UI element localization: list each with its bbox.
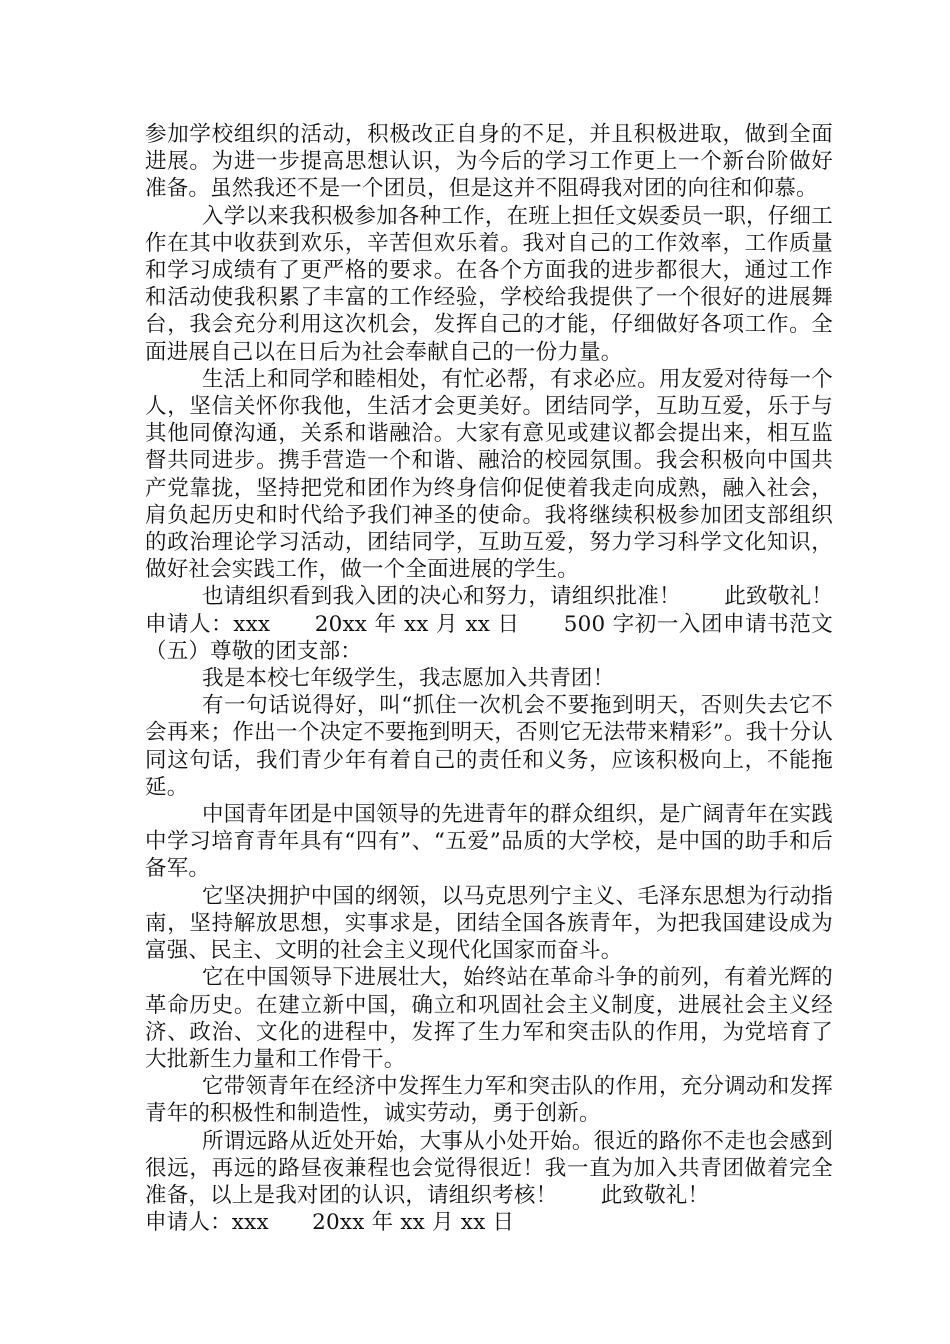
paragraph-10: 它带领青年在经济中发挥生力军和突击队的作用，充分调动和发挥青年的积极性和制造性，诚实劳动，勇于创新。 xyxy=(145,1074,833,1127)
paragraph-11: 所谓远路从近处开始，大事从小处开始。很近的路你不走也会感到很远，再远的路昼夜兼程也会觉得很近！我一直为加入共青团做着完全准备，以上是我对团的认识，请组织考核！ 此致敬礼！ xyxy=(145,1128,833,1208)
paragraph-3: 生活上和同学和睦相处，有忙必帮，有求必应。用友爱对待每一个人，坚信关怀你我他，生活才会更美好。团结同学，互助互爱，乐于与其他同僚沟通，关系和谐融洽。大家有意见或建议都会提出来，相互监督共同进步。携手营造一个和谐、融洽的校园氛围。我会积极向中国共产党靠拢，坚持把党和团作为终身信仰促使着我走向成熟，融入社会，肩负起历史和时代给予我们神圣的使命。我将继续积极参加团支部组织的政治理论学习活动，团结同学，互助互爱，努力学习科学文化知识，做好社会实践工作，做一个全面进展的学生。 xyxy=(145,366,833,583)
document-body xyxy=(145,121,877,1236)
paragraph-2: 入学以来我积极参加各种工作，在班上担任文娱委员一职，仔细工作在其中收获到欢乐，辛苦但欢乐着。我对自己的工作效率，工作质量和学习成绩有了更严格的要求。在各个方面我的进步都很大，通过工作和活动使我积累了丰富的工作经验，学校给我提供了一个很好的进展舞台，我会充分利用这次机会，发挥自己的才能，仔细做好各项工作。全面进展自己以在日后为社会奉献自己的一份力量。 xyxy=(145,203,833,365)
paragraph-8: 它坚决拥护中国的纲领，以马克思列宁主义、毛泽东思想为行动指南，坚持解放思想，实事求是，团结全国各族青年，为把我国建设成为富强、民主、文明的社会主义现代化国家而奋斗。 xyxy=(145,883,833,964)
paragraph-5: 我是本校七年级学生，我志愿加入共青团！ xyxy=(202,666,615,692)
signature-line: 申请人：xxx 20xx 年 xx 月 xx 日 xyxy=(145,1210,515,1236)
paragraph-7: 中国青年团是中国领导的先进青年的群众组织，是广阔青年在实践中学习培育青年具有“四有”、“五爱”品质的大学校，是中国的助手和后备军。 xyxy=(145,802,833,882)
paragraph-4: 也请组织看到我入团的决心和努力，请组织批准！ 此致敬礼！ 申请人：xxx 20xx 年 xx 月 xx 日 500 字初一入团申请书范文（五）尊敬的团支部： xyxy=(145,584,877,664)
paragraph-6: 有一句话说得好，叫“抓住一次机会不要拖到明天，否则失去它不会再来；作出一个决定不要拖到明天，否则它无法带来精彩”。我十分认同这句话，我们青少年有着自己的责任和义务，应该积极向上，不能拖延。 xyxy=(145,693,833,800)
paragraph-1: 参加学校组织的活动，积极改正自身的不足，并且积极进取，做到全面进展。为进一步提高思想认识，为今后的学习工作更上一个新台阶做好准备。虽然我还不是一个团员，但是这并不阻碍我对团的向往和仰慕。 xyxy=(145,122,833,202)
paragraph-9: 它在中国领导下进展壮大，始终站在革命斗争的前列，有着光辉的革命历史。在建立新中国，确立和巩固社会主义制度，进展社会主义经济、政治、文化的进程中，发挥了生力军和突击队的作用，为党培育了大批新生力量和工作骨干。 xyxy=(145,965,833,1072)
